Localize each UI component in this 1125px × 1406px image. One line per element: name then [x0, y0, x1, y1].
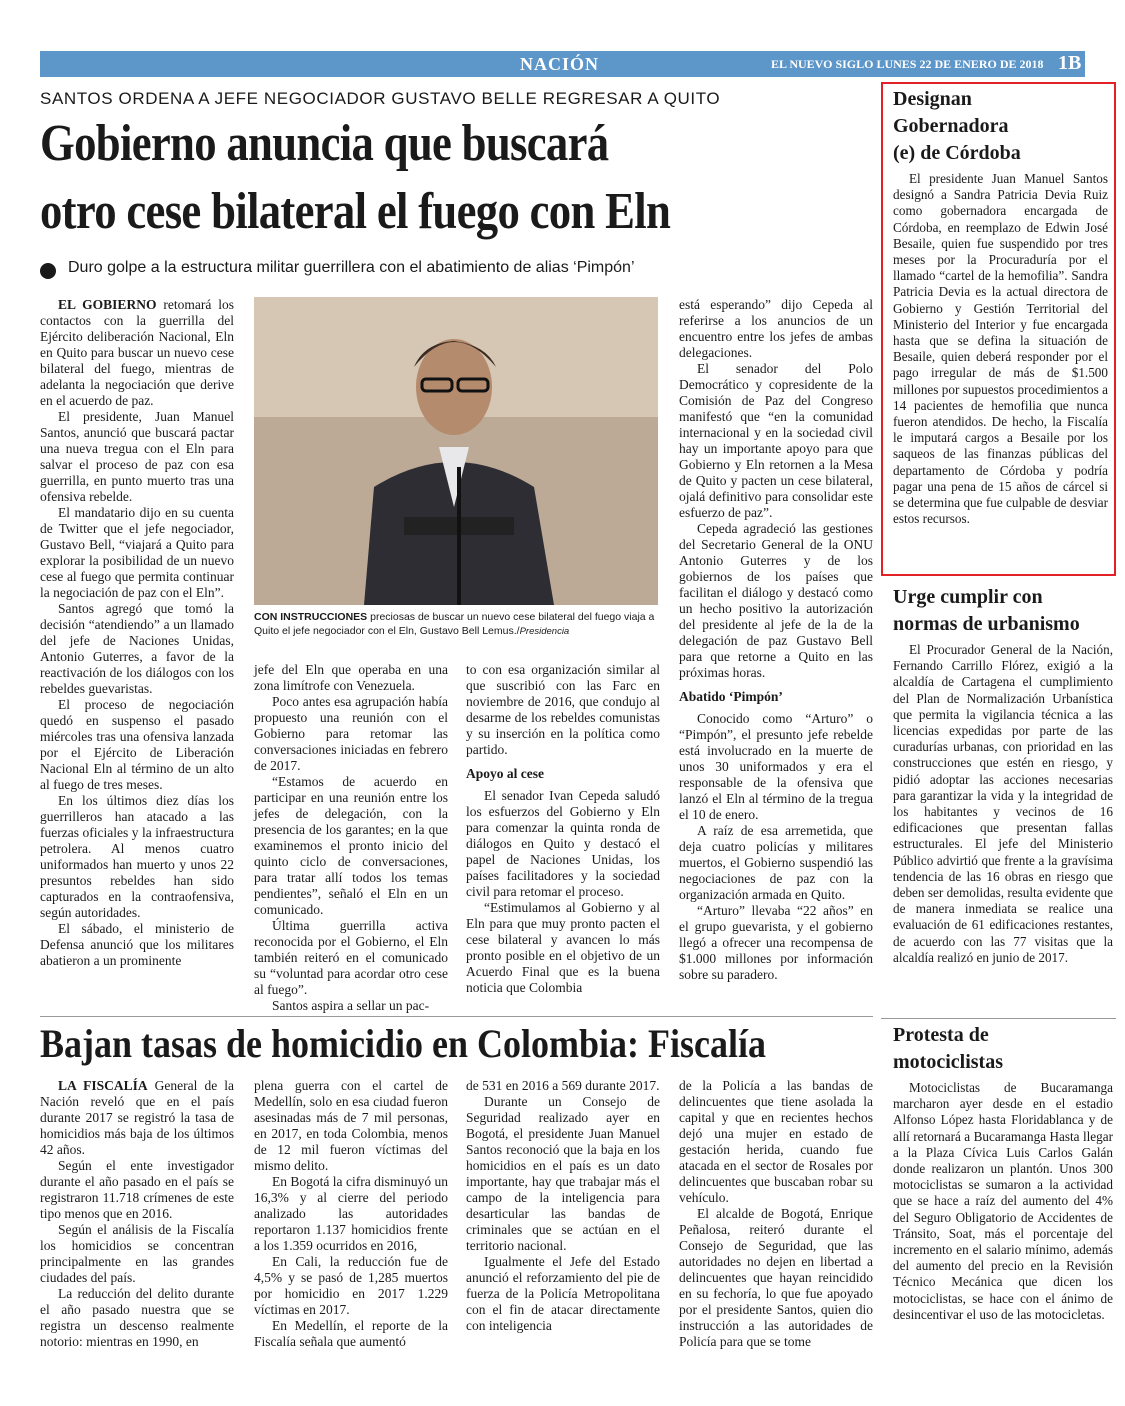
- paragraph: to con esa organización similar al que suscribió con las Farc en noviembre de 2016, que condujo al desarme de los rebeldes comunistas y su inserción en la política como partido.: [466, 662, 660, 757]
- sidebar-story-2-title: Urge cumplir con normas de urbanismo: [893, 586, 1080, 635]
- photo-caption: CON INSTRUCCIONES preciosas de buscar un nuevo cese bilateral del fuego viaja a Quito el jefe negociador con el Eln, Gustavo Bell Lemus./Presidencia: [254, 611, 655, 637]
- main-article-column-3: [466, 662, 660, 996]
- main-headline: [40, 110, 745, 246]
- second-headline: Bajan tasas de homicidio en Colombia: Fiscalía: [40, 1021, 767, 1066]
- subheading: Apoyo al cese: [466, 766, 544, 781]
- photo-illustration: [254, 297, 658, 605]
- sidebar-divider: [881, 1018, 1116, 1019]
- paragraph: El sábado, el ministerio de Defensa anunció que los militares abatieron a un prominente: [40, 921, 234, 968]
- paragraph: “Arturo” llevaba “22 años” en el grupo guevarista, y el gobierno llegó a ofrecer una recompensa de $1.000 millones por información sobre su paradero.: [679, 903, 873, 982]
- paragraph: El mandatario dijo en su cuenta de Twitter que el jefe negociador, Gustavo Bell, “viajará a Quito para explorar la posibilidad de un nuevo cese al fuego que permita continuar la negociación de paz con el Eln”.: [40, 505, 234, 600]
- paragraph: Según el ente investigador durante el año pasado en el país se registraron 11.718 crímenes de este tipo menos que en 2016.: [40, 1158, 234, 1221]
- paragraph: Según el análisis de la Fiscalía los homicidios se concentran principalmente en las grandes ciudades del país.: [40, 1222, 234, 1285]
- main-article-column-1: [40, 297, 234, 969]
- bullet-icon: [40, 263, 56, 279]
- news-photo: [254, 297, 658, 605]
- paragraph: En Bogotá la cifra disminuyó un 16,3% y al cierre del periodo analizado las autoridades reportaron 1.137 homicidios frente a los 1.359 ocurridos en 2016,: [254, 1174, 448, 1253]
- article-kicker: SANTOS ORDENA A JEFE NEGOCIADOR GUSTAVO BELLE REGRESAR A QUITO: [40, 89, 721, 108]
- paragraph: La reducción del delito durante el año pasado nuestra que se registra un descenso realmente notorio: mientras en 1990, en: [40, 1286, 234, 1349]
- paragraph: El senador del Polo Democrático y copresidente de la Comisión de Paz del Congreso manifestó que “en la comunidad internacional y en la sociedad civil hay un importante apoyo para que Gobierno y Eln retornen a la Mesa de Quito y pacten un cese bilateral, ojalá definitivo para consolidar este esfuerzo de paz”.: [679, 361, 873, 520]
- article-divider: [40, 1016, 873, 1017]
- paragraph: jefe del Eln que operaba en una zona limítrofe con Venezuela.: [254, 662, 448, 693]
- paragraph: Santos agregó que tomó la decisión “atendiendo” a un llamado del jefe de Naciones Unidas, Antonio Guterres, a favor de la reactivación de los diálogos con los rebeldes guevaristas.: [40, 601, 234, 696]
- paragraph: El senador Ivan Cepeda saludó los esfuerzos del Gobierno y Eln para comenzar la quinta ronda de diálogos en Quito y destacó el papel de Naciones Unidas, los países facilitadores y la sociedad civil para retomar el proceso.: [466, 788, 660, 899]
- second-article-column-1: [40, 1078, 234, 1350]
- second-article-column-4: [679, 1078, 873, 1350]
- second-article-column-3: [466, 1078, 660, 1334]
- sidebar-story-1: [893, 86, 1108, 527]
- paragraph: está esperando” dijo Cepeda al referirse a los anuncios de un encuentro entre los jefes de ambas delegaciones.: [679, 297, 873, 360]
- main-article-column-2: [254, 662, 448, 1014]
- headline-line-1: Gobierno anuncia que buscará: [40, 115, 609, 172]
- paragraph: Durante un Consejo de Seguridad realizado ayer en Bogotá, el presidente Juan Manuel Santos reconoció que la baja en los homicidios en el país es un dato importante, hay que trabajar más el campo de la inteligencia para desarticular las bandas de criminales que se actúan en el territorio nacional.: [466, 1094, 660, 1253]
- paragraph: de la Policía a las bandas de delincuentes que tiene asolada la capital y que en recientes hechos dejó una mujer en estado de gestación herida, cuando fue atacada en el sector de Rosales por delincuentes que buscaban robar su vehículo.: [679, 1078, 873, 1205]
- sidebar-story-2: [893, 584, 1113, 966]
- paragraph: El presidente, Juan Manuel Santos, anunció que buscará pactar una nueva tregua con el Eln para salvar el proceso de paz con esa guerrilla, en punto muerto tras una ofensiva rebelde.: [40, 409, 234, 504]
- paragraph: “Estamos de acuerdo en participar en una reunión entre los jefes de delegación, con la presencia de los garantes; en la que examinemos el pronto inicio del quinto ciclo de conversaciones, para tratar allí todos los temas pendientes”, señaló el Eln en un comunicado.: [254, 774, 448, 917]
- paragraph: Santos aspira a sellar un pac-: [272, 998, 430, 1013]
- second-article-column-2: [254, 1078, 448, 1350]
- paragraph: LA FISCALÍA General de la Nación reveló que en el país durante 2017 se registró la tasa de homicidios más baja de los últimos 42 años.: [40, 1078, 234, 1157]
- paragraph: Última guerrilla activa reconocida por el Gobierno, el Eln también reiteró en el comunicado su “voluntad para acordar otro cese al fuego”.: [254, 918, 448, 997]
- paragraph: En los últimos diez días los guerrilleros han atacado a las fuerzas oficiales y la infraestructura petrolera. Al menos cuatro uniformados han muerto y unos 22 presuntos rebeldes han sido capturados en la contraofensiva, según autoridades.: [40, 793, 234, 920]
- section-name: NACIÓN: [520, 54, 600, 74]
- sidebar-story-1-body: El presidente Juan Manuel Santos designó a Sandra Patricia Devia Ruiz como gobernadora encargada de Córdoba, en reemplazo de Edwin José Besaile, quien fue suspendido por tres meses por la Procuraduría por el llamado “cartel de la hemofilia”. Sandra Patricia Devia es la actual directora de Gobierno y Gestión Territorial del Ministerio del Interior y fue encargada hasta que se defina la situación de Besaile, quien deberá responder por el pago irregular de más de $1.500 millones por supuestos procedimientos a 14 pacientes de hemofilia que nunca fueron atendidos. De hecho, la Fiscalía le imputará cargos a Besaile por los saqueos de las finanzas públicas del departamento de Córdoba y podría pagar una pena de 15 años de cárcel si se determina que fue culpable de desviar estos recursos.: [893, 171, 1108, 527]
- sidebar-story-1-title: Designan Gobernadora (e) de Córdoba: [893, 88, 1021, 164]
- paragraph: En Cali, la reducción fue de 4,5% y se pasó de 1,285 muertos por homicidio en 2017 1.229 víctimas en 2017.: [254, 1254, 448, 1317]
- paragraph: Poco antes esa agrupación había propuesto una reunión con el Gobierno para retomar las conversaciones iniciadas en febrero de 2017.: [254, 694, 448, 773]
- paragraph: El proceso de negociación quedó en suspenso el pasado miércoles tras una ofensiva lanzada por el Ejército de Liberación Nacional Eln al término de un alto al fuego de tres meses.: [40, 697, 234, 792]
- subheading: Abatido ‘Pimpón’: [679, 689, 783, 704]
- paragraph: EL GOBIERNO retomará los contactos con la guerrilla del Ejército deliberación Nacional, Eln en Quito para buscar un nuevo cese bilateral del fuego, mientras de adelanta la negociación que derive en el acuerdo de paz.: [40, 297, 234, 408]
- sidebar-story-3: [893, 1022, 1113, 1323]
- sidebar-story-3-title: Protesta de motociclistas: [893, 1024, 1003, 1073]
- paragraph: Cepeda agradeció las gestiones del Secretario General de la ONU Antonio Guterres y de los gobiernos de los países que facilitan el diálogo y destacó como un hecho positivo la autorización del presidente al jefe de la de la delegación de paz Gustavo Bell para que retorne a Quito en las próximas horas.: [679, 521, 873, 680]
- paragraph: de 531 en 2016 a 569 durante 2017.: [466, 1078, 660, 1093]
- publication-date: EL NUEVO SIGLO LUNES 22 DE ENERO DE 2018: [771, 57, 1044, 71]
- sidebar-story-2-body: El Procurador General de la Nación, Fernando Carrillo Flórez, exigió a la alcaldía de Cartagena el cumplimiento del Plan de Normalización Urbanística que permita la vigilancia técnica a las licencias expedidas por parte de las curadurías urbanas, con prioridad en las construcciones que estén en riesgo, y pidió adoptar las acciones necesarias para garantizar la vida y la integridad de los habitantes y vecinos de 16 edificaciones que presentan fallas estructurales. El jefe del Ministerio Público advirtió que frente a la gravísima tendencia de las 16 obras en riesgo que deben ser demolidas, resulta evidente que de manera inmediata se realice una evaluación de 61 edificaciones restantes, de acuerdo con las 77 visitas que la alcaldía realizó en junio de 2017.: [893, 642, 1113, 965]
- subheadline: Duro golpe a la estructura militar guerrillera con el abatimiento de alias ‘Pimpón’: [68, 259, 635, 276]
- paragraph: Conocido como “Arturo” o “Pimpón”, el presunto jefe rebelde está involucrado en la muerte de unos 30 uniformados y era el responsable de la ofensiva que lanzó el Eln al término de la tregua el 10 de enero.: [679, 711, 873, 822]
- paragraph: “Estimulamos al Gobierno y al Eln para que muy pronto pacten el cese bilateral y avancen lo más pronto posible en el objetivo de un Acuerdo Final que es la buena noticia que Colombia: [466, 900, 660, 995]
- paragraph: plena guerra con el cartel de Medellín, solo en esa ciudad fueron asesinadas más de 7 mil personas, en 2017, en toda Colombia, menos de 12 mil fueron víctimas del mismo delito.: [254, 1078, 448, 1173]
- paragraph: En Medellín, el reporte de la Fiscalía señala que aumentó: [254, 1318, 448, 1349]
- paragraph: A raíz de esa arremetida, que deja cuatro policías y militares muertos, el Gobierno suspendió las negociaciones de paz con la organización armada en Quito.: [679, 823, 873, 902]
- main-article-column-4: [679, 297, 873, 983]
- paragraph: El alcalde de Bogotá, Enrique Peñalosa, reiteró durante el Consejo de Seguridad, que las autoridades no dejen en libertad a delincuentes que hayan reincidido en su fechoría, lo que fue apoyado por el presidente Santos, quien dio instrucción a las autoridades de Policía para que se tome: [679, 1206, 873, 1349]
- page-number: 1B: [1058, 52, 1082, 74]
- paragraph: Igualmente el Jefe del Estado anunció el reforzamiento del pie de fuerza de la Policía Metropolitana con el fin de atacar directamente con inteligencia: [466, 1254, 660, 1333]
- sidebar-story-3-body: Motociclistas de Bucaramanga marcharon ayer desde en el estadio Alfonso López hasta Floridablanca y de allí retornará a Bucaramanga Hasta llegar a la Plaza Cívica Luis Carlos Galán donde realizaron un plantón. Unos 300 motociclistas se sumaron a la actividad que se hace a raíz del aumento del 4% del Seguro Obligatorio de Accidentes de Tránsito, Soat, más el porcentaje del incremento en el salario mínimo, además del aumento del precio en la Revisión Técnico Mecánica que dicen los motociclistas, se hace con el ánimo de desincentivar el uso de las motocicletas.: [893, 1080, 1113, 1322]
- headline-line-2: otro cese bilateral el fuego con Eln: [40, 183, 671, 240]
